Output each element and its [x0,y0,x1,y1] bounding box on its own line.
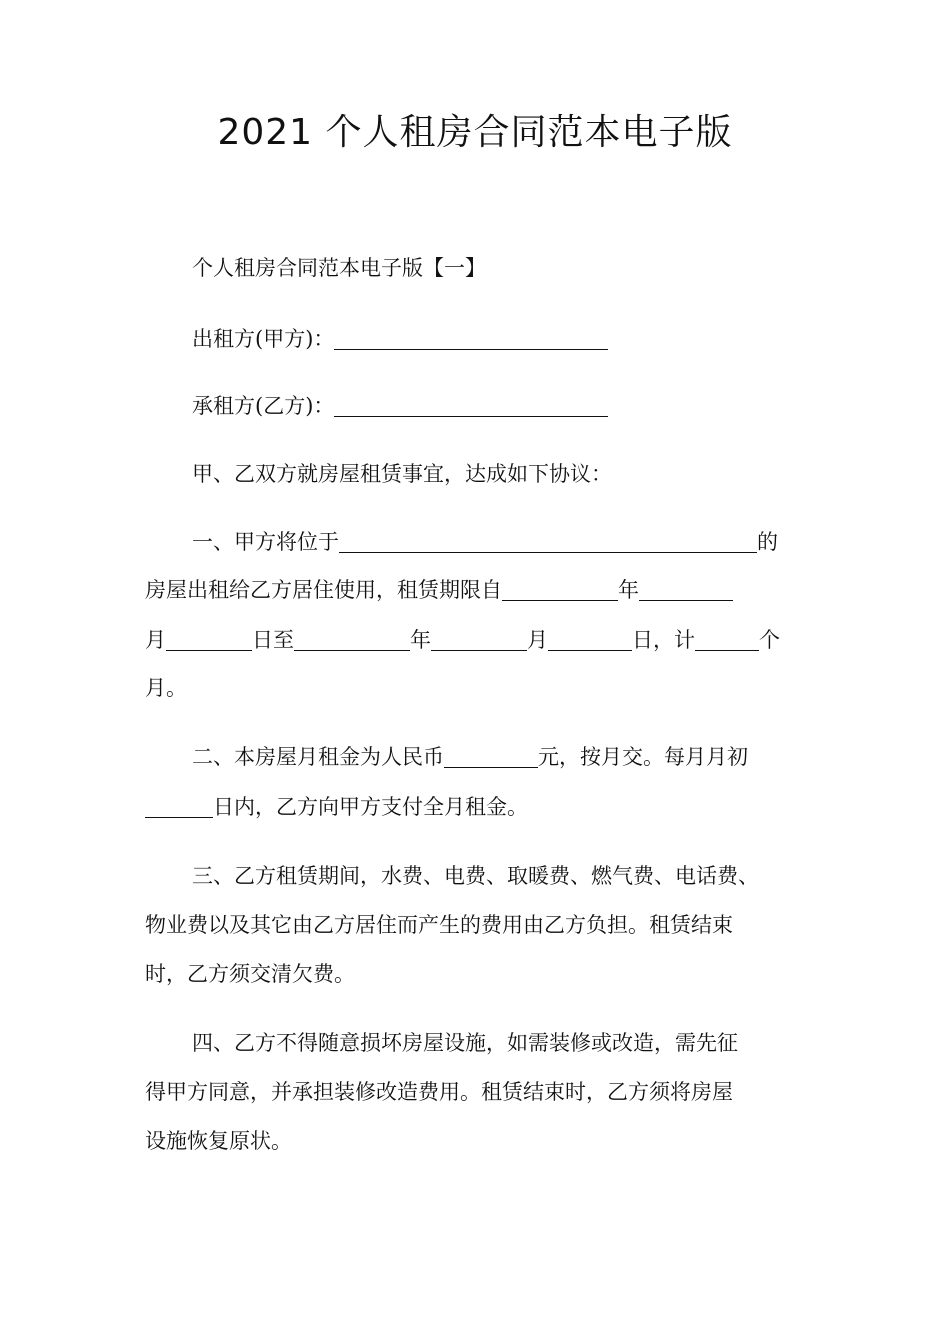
clause3-line3: 时，乙方须交清欠费。 [145,962,355,986]
agreement-intro: 甲、乙双方就房屋租赁事宜，达成如下协议： [192,462,612,486]
clause4-line2: 得甲方同意，并承担装修改造费用。租赁结束时，乙方须将房屋 [145,1080,733,1104]
lessee-blank[interactable] [334,392,608,417]
end-month-blank[interactable] [431,626,527,651]
address-blank[interactable] [339,528,757,553]
start-month-blank[interactable] [639,576,733,601]
lessor-label: 出租方(甲方)： [192,327,335,351]
duration-months-blank[interactable] [695,626,759,651]
clause2-line2: 日内，乙方向甲方支付全月租金。 [145,783,528,831]
start-day-blank[interactable] [166,626,252,651]
lessee-label: 承租方(乙方)： [192,394,335,418]
document-title: 2021 个人租房合同范本电子版 [217,112,733,153]
clause3-line2: 物业费以及其它由乙方居住而产生的费用由乙方负担。租赁结束 [145,913,733,937]
payment-day-blank[interactable] [145,793,213,818]
clause3-line1: 三、乙方租赁期间，水费、电费、取暖费、燃气费、电话费、 [192,864,759,888]
section-heading: 个人租房合同范本电子版【一】 [192,256,486,280]
start-year-blank[interactable] [502,576,618,601]
clause2-line1: 二、本房屋月租金为人民币 元，按月交。每月月初 [192,745,748,769]
clause1-line3: 月 日至 年 月 日，计 个 [145,628,780,652]
clause4-line1: 四、乙方不得随意损坏房屋设施，如需装修或改造，需先征 [192,1031,738,1055]
clause1-line4: 月。 [145,676,187,700]
lessee-line [192,382,608,430]
rent-amount-blank[interactable] [444,743,538,768]
lessor-blank[interactable] [334,325,608,350]
clause1-line1: 一、甲方将位于 的 [192,530,778,554]
lessor-line [192,315,608,363]
end-year-blank[interactable] [294,626,410,651]
clause1-line2: 房屋出租给乙方居住使用，租赁期限自 年 [145,566,733,614]
end-day-blank[interactable] [548,626,632,651]
clause4-line3: 设施恢复原状。 [145,1129,292,1153]
